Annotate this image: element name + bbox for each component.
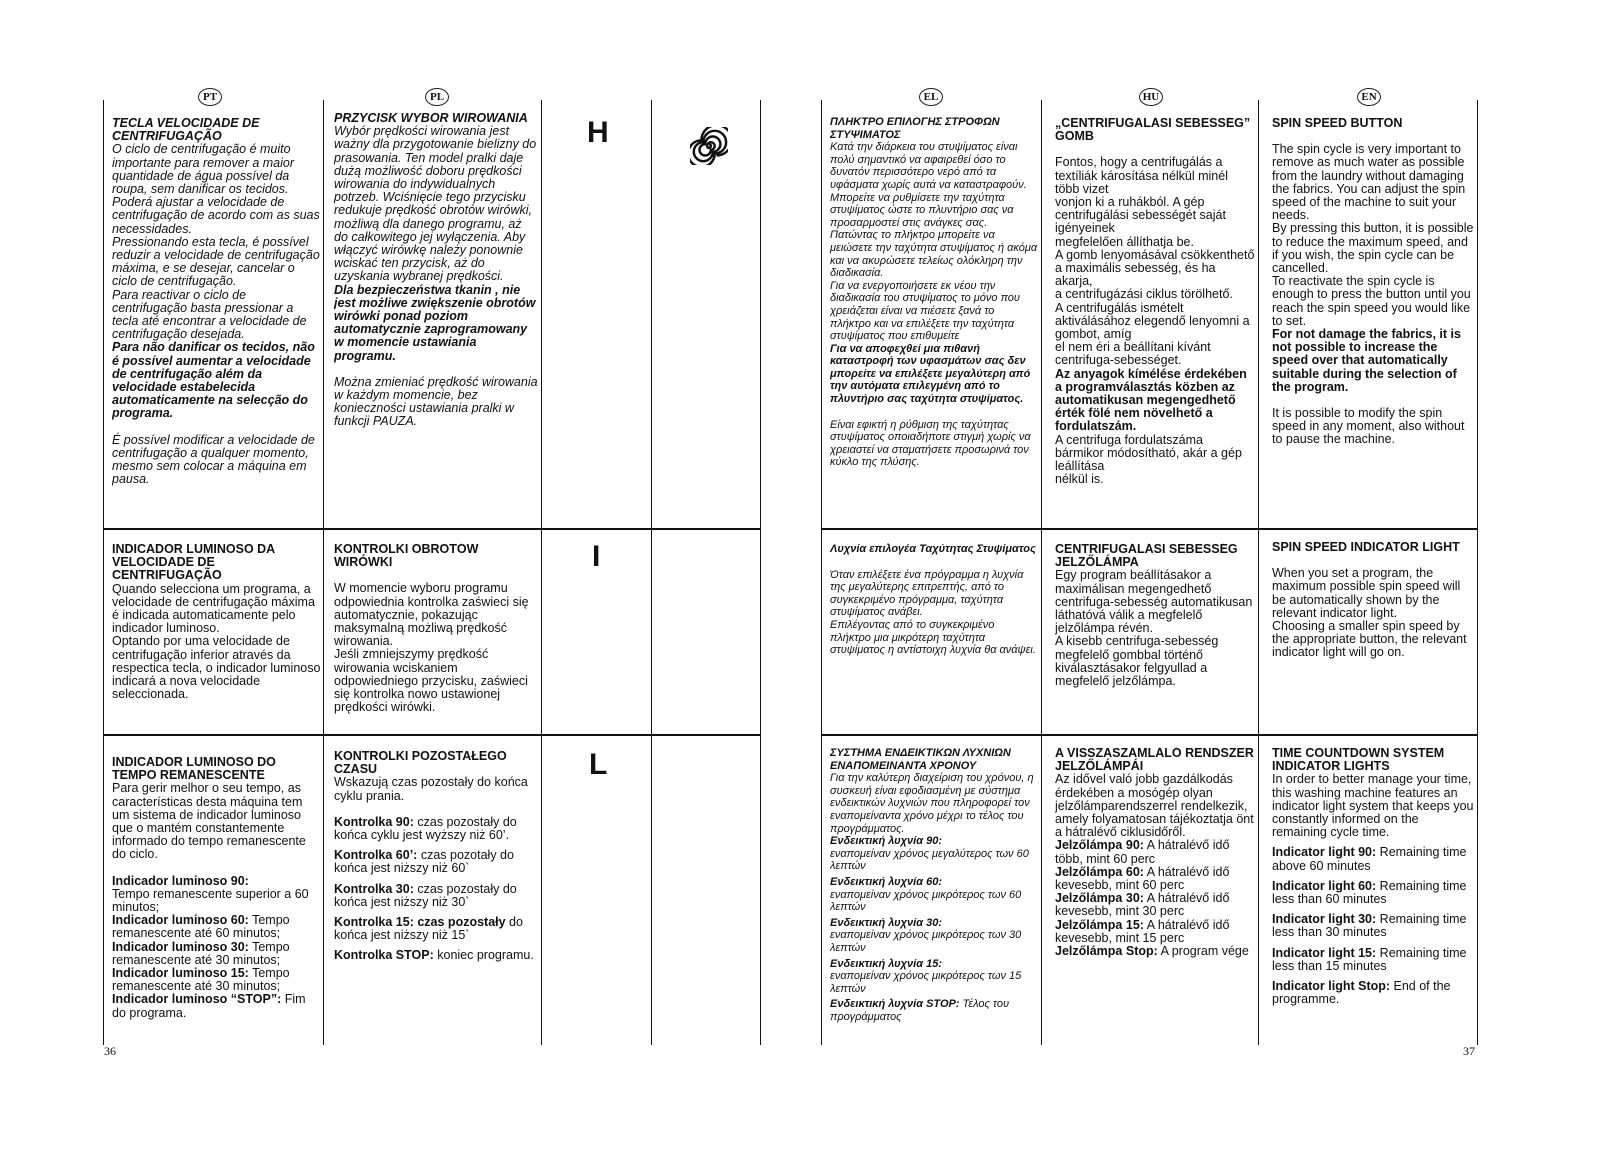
row-divider <box>103 734 761 736</box>
hu-spin-speed-button-section <box>1055 117 1255 525</box>
indicator-item <box>1272 947 1474 973</box>
section-title: KONTROLKI POZOSTAŁEGO CZASU <box>334 750 507 777</box>
section-body: The spin cycle is very important to remove as much water as possible from the laundry without damaging the fabrics. You can adjust the spin speed of the machine to suit your needs. By pressing this button, it is possible to reduce the maximum speed, and if you wish, the spin cycle can be cancelled. To reactivate the spin cycle is enough to press the button until you reach the spin speed you would like to set. <box>1272 142 1474 328</box>
el-time-remaining-section <box>830 747 1038 1057</box>
indicator-label: Indicator light 15: <box>1272 945 1377 960</box>
hu-time-remaining-section <box>1055 747 1255 1037</box>
indicator-text: Remaining time less than 30 minutes <box>1272 912 1467 940</box>
indicator-item <box>334 916 538 942</box>
indicator-text: do końca jest niższy niż 15` <box>334 915 523 943</box>
section-note: Είναι εφικτή η ρύθμιση της ταχύτητας στυψίματος οποιαδήποτε στιγμή χωρίς να χρειαστεί να σταματήσετε προσωρινά τον κύκλο της πλύσης. <box>830 418 1031 469</box>
pt-spin-speed-button-section <box>112 117 322 525</box>
section-body: When you set a program, the maximum possible spin speed will be automatically shown by the relevant indicator light. Choosing a smaller spin speed by the appropriate button, the relevant indicator light will go on. <box>1272 566 1467 660</box>
indicator-label: Indicator light 30: <box>1272 912 1377 927</box>
section-note: Można zmieniać prędkość wirowania w każdym momencie, bez konieczności ustawiania pralki w funkcji PAUZA. <box>334 374 538 429</box>
indicator-item <box>112 941 322 967</box>
section-title: CENTRIFUGÁLÁSI SEBESSÉG JELZŐLÁMPA <box>1055 543 1238 570</box>
row-divider <box>103 528 761 530</box>
section-note: A centrifuga fordulatszáma bármikor módosítható, akár a gép leállítása nélkül is. <box>1055 432 1242 487</box>
indicator-label: Ενδεικτική λυχνία STOP: <box>830 998 960 1011</box>
indicator-item <box>334 816 538 842</box>
indicator-label: Jelzőlámpa 60: <box>1055 864 1144 879</box>
indicator-item <box>1055 919 1255 945</box>
section-note: It is possible to modify the spin speed in any moment, also without to pause the machine. <box>1272 406 1465 447</box>
pl-time-remaining-section <box>334 750 538 1040</box>
indicator-text: A hátralévő idő több, mint 60 perc <box>1055 838 1230 866</box>
indicator-text: εναπομείναν χρόνος μεγαλύτερος των 60 λεπτών <box>830 847 1029 873</box>
column-divider <box>1477 100 1478 1045</box>
indicator-text: A hátralévő idő kevesebb, mint 15 perc <box>1055 917 1230 945</box>
section-title: KONTROLKI OBROTÓW WIRÓWKI <box>334 543 479 570</box>
pl-spin-indicator-section <box>334 543 538 731</box>
indicator-label: Jelzőlámpa Stop: <box>1055 944 1158 959</box>
indicator-item <box>830 958 1038 996</box>
indicator-label: Indicador luminoso 60: <box>112 913 249 928</box>
section-body: O ciclo de centrifugação é muito importante para remover a maior quantidade de água possível da roupa, sem danificar os tecidos. Poderá ajustar a velocidade de centrifugação de acordo com as suas necessidades. Pressionando esta tecla, é possível reduzir a velocidade de centrifugação máxima, e se desejar, cancelar o ciclo de centrifugação. Para reactivar o ciclo de centrifugação basta pressionar a tecla até encontrar a velocidade de centrifugação desejada. <box>112 142 320 342</box>
indicator-label: Indicador luminoso 90: <box>112 873 249 888</box>
indicator-label: Jelzőlámpa 90: <box>1055 838 1144 853</box>
indicator-text: εναπομείναν χρόνος μικρότερος των 30 λεπτών <box>830 929 1022 954</box>
column-divider <box>1041 100 1042 1045</box>
indicator-item <box>1272 980 1474 1006</box>
en-spin-indicator-section <box>1272 541 1474 731</box>
section-warning: Az anyagok kímélése érdekében a programválasztás közben az automatikusan megengedhető érték fölé nem növelhető a fordulatszám. <box>1055 366 1247 434</box>
control-letter-l: L <box>589 748 608 781</box>
section-title: ΣΥΣΤΗΜΑ ΕΝΔΕΙΚΤΙΚΩΝ ΛΥΧΝΙΩΝ ΕΝΑΠΟΜΕΙΝΑΝΤΑ ΧΡΟΝΟΥ <box>830 747 1011 772</box>
indicator-text: End of the programme. <box>1272 979 1451 1007</box>
column-divider <box>323 100 324 1045</box>
language-badge-en: EN <box>1357 88 1381 106</box>
indicator-label: Kontrolka STOP: <box>334 948 434 963</box>
indicator-text: Tempo remanescente até 60 minutos; <box>112 913 290 941</box>
indicator-label: Ενδεικτική λυχνία 90: <box>830 835 942 848</box>
indicator-text: Fim do programa. <box>112 992 306 1020</box>
indicator-item <box>1055 839 1255 865</box>
hu-spin-indicator-section <box>1055 543 1255 731</box>
indicator-label: Ενδεικτική λυχνία 60: <box>830 875 942 888</box>
section-note: É possível modificar a velocidade de centrifugação a qualquer momento, mesmo sem colocar a máquina em pausa. <box>112 432 315 487</box>
section-warning: Για να αποφεχθεί μια πιθανή καταστροφή των υφασμάτων σας δεν μπορείτε να επιλέξετε μεγαλύτερη από την αυτόματα επιλεγμένη από το πλυντήριο σας ταχύτητα στυψίματος. <box>830 342 1031 406</box>
language-badge-el: EL <box>919 88 943 106</box>
page-number: 36 <box>104 1044 116 1058</box>
indicator-item <box>334 849 538 875</box>
indicator-item <box>1055 866 1255 892</box>
page-number: 37 <box>1463 1044 1475 1058</box>
section-title: SPIN SPEED INDICATOR LIGHT <box>1272 541 1460 554</box>
indicator-text: A hátralévő idő kevesebb, mint 30 perc <box>1055 891 1230 919</box>
column-divider <box>760 100 761 1045</box>
indicator-text: A hátralévő idő kevesebb, mint 60 perc <box>1055 864 1230 893</box>
indicator-label: Kontrolka 30: <box>334 881 414 896</box>
column-divider <box>651 100 652 1045</box>
control-letter-i: I <box>592 540 601 573</box>
section-body: Όταν επιλέξετε ένα πρόγραμμα η λυχνία της μεγαλύτερης επιτρεπτής, από το συγκεκριμένο πρόγραμμα, ταχύτητα στυψίματος ανάβει. Επιλέγοντας από το συγκεκριμένο πλήκτρο μια μικρότερη ταχύτητα στυψίματος η αντίστοιχη λυχνία θα ανάψει. <box>830 568 1036 657</box>
pt-time-remaining-section <box>112 756 322 1046</box>
row-divider <box>821 734 1478 736</box>
indicator-item <box>830 917 1038 955</box>
section-body: In order to better manage your time, this washing machine features an indicator light system that keeps you constantly informed on the remaining cycle time. <box>1272 772 1474 840</box>
section-title: ΠΛΗΚΤΡΟ ΕΠΙΛΟΓΗΣ ΣΤΡΟΦΩΝ ΣΤΥΨΙΜΑΤΟΣ <box>830 116 1000 141</box>
indicator-text: Tempo remanescente até 30 minutos; <box>112 939 290 967</box>
indicator-item <box>334 949 538 962</box>
indicator-label: Indicador luminoso “STOP”: <box>112 992 282 1007</box>
indicator-text: εναπομείναν χρόνος μικρότερος των 60 λεπτών <box>830 888 1022 914</box>
indicator-text: Tempo remanescente até 30 minutos; <box>112 966 290 994</box>
indicator-label: Indicador luminoso 15: <box>112 966 249 981</box>
indicator-item <box>112 967 322 993</box>
section-body: Wskazują czas pozostały do końca cyklu prania. <box>334 775 528 803</box>
indicator-label: Ενδεικτική λυχνία 30: <box>830 916 942 929</box>
indicator-item <box>830 835 1038 873</box>
right-page <box>800 0 1600 1168</box>
indicator-text: koniec programu. <box>433 948 534 963</box>
column-divider <box>821 100 822 1045</box>
row-divider <box>821 528 1478 530</box>
indicator-item <box>1272 913 1474 939</box>
indicator-text: Τέλος του προγράμματος <box>830 998 1010 1023</box>
language-badge-hu: HU <box>1139 88 1163 106</box>
section-title: TIME COUNTDOWN SYSTEM INDICATOR LIGHTS <box>1272 747 1445 774</box>
indicator-text: Remaining time less than 60 minutes <box>1272 878 1467 907</box>
section-body: Wybór prędkości wirowania jest ważny dla przygotowanie bielizny do prasowania. Ten model pralki daje dużą możliwość doboru prędkości wirowania do indywidualnych potrzeb. Wciśnięcie tego przycisku redukuje prędkość obrotów wirówki, możliwą dla danego programu, aż do całkowitego jej wyłączenia. Aby włączyć wirówkę należy ponownie wciskać ten przycisk, aż do uzyskania wybranej prędkości. <box>334 124 537 284</box>
indicator-item <box>830 998 1038 1023</box>
indicator-label: Indicator light 60: <box>1272 878 1377 893</box>
section-title: TECLA VELOCIDADE DE CENTRIFUGAÇÃO <box>112 117 260 144</box>
section-body: Fontos, hogy a centrifugálás a textíliák károsítása nélkül minél több vizet vonjon ki a ruhákból. A gép centrifugálási sebességét saját igényeinek megfelelően állíthatja be. A gomb lenyomásával csökkenthető a maximális sebesség, és ha akarja, a centrifugázási ciklus törölhető. A centrifugálás ismételt aktiválásához elegendő lenyomni a gombot, amíg el nem éri a beállítani kívánt centrifuga-sebességet. <box>1055 155 1255 368</box>
section-title: INDICADOR LUMINOSO DO TEMPO REMANESCENTE <box>112 756 276 783</box>
section-warning: Dla bezpieczeństwa tkanin , nie jest możliwe zwiększenie obrotów wirówki ponad poziom automatycznie zaprogramowany w momencie ustawiania programu. <box>334 282 536 363</box>
indicator-item <box>112 993 322 1019</box>
indicator-text: czas pozostały do końca cyklu jest wyższy niż 60’. <box>334 814 517 843</box>
section-body: Quando selecciona um programa, a velocidade de centrifugação máxima é indicada automaticamente pelo indicador luminoso. Optando por uma velocidade de centrifugação inferior através da respectica tecla, o indicador luminoso indicará a nova velocidade seleccionada. <box>112 581 321 702</box>
indicator-label: Indicator light 90: <box>1272 845 1377 860</box>
section-title: PRZYCISK WYBÓR WIROWANIA <box>334 112 528 125</box>
indicator-item <box>112 914 322 940</box>
indicator-item <box>1272 880 1474 906</box>
indicator-label: Kontrolka 90: <box>334 814 414 829</box>
indicator-item <box>112 875 322 915</box>
el-spin-speed-button-section <box>830 116 1038 524</box>
section-body: Κατά την διάρκεια του στυψίματος είναι πολύ σημαντικό να αφαιρεθεί όσο το δυνατόν περισσότερο νερό από τα υφάσματα χωρίς αυτά να καταστραφούν. Μπορείτε να ρυθμίσετε την ταχύτητα στυψίματος ώστε το πλυντήριο σας να προσαρμοστεί στις ανάγκες σας. Πατώντας το πλήκτρο μπορείτε να μειώσετε την ταχύτητα στυψίματος ή ακόμα και να ακυρώσετε τελείως ολόκληρη την διαδικασία. Για να ενεργοποιήσετε εκ νέου την διαδικασία του στυψίματος το μόνο που χρειάζεται είναι να πιέσετε ξανά το πλήκτρο και να επιλέξετε την ταχύτητα στυψίματος που επιθυμείτε <box>830 141 1038 343</box>
section-title: Λυχνία επιλογέα Ταχύτητας Στυψίματος <box>830 543 1036 555</box>
indicator-item <box>1055 945 1255 958</box>
section-warning: For not damage the fabrics, it is not possible to increase the speed over that automatically suitable during the selection of the program. <box>1272 327 1461 394</box>
pt-spin-indicator-section <box>112 543 322 731</box>
indicator-label: Jelzőlámpa 15: <box>1055 917 1144 932</box>
section-title: INDICADOR LUMINOSO DA VELOCIDADE DE CENTRIFUGAÇÃO <box>112 543 275 583</box>
indicator-label: Indicator light Stop: <box>1272 979 1391 994</box>
indicator-text: Remaining time less than 15 minutes <box>1272 945 1467 973</box>
indicator-text: Remaining time above 60 minutes <box>1272 845 1467 873</box>
indicator-text: czas pozotały do końca jest niższy niż 60` <box>334 848 514 876</box>
el-spin-indicator-section <box>830 543 1038 731</box>
section-warning: Para não danificar os tecidos, não é possível aumentar a velocidade de centrifugação além da velocidade estabelecida automaticamente na selecção do programa. <box>112 340 315 421</box>
indicator-label: Indicador luminoso 30: <box>112 939 249 954</box>
section-title: SPIN SPEED BUTTON <box>1272 117 1403 130</box>
spin-spiral-icon <box>690 127 728 165</box>
section-body: Az idővel való jobb gazdálkodás érdekében a mosógép olyan jelzőlámparendszerrel rendelkezik, amely folyamatosan tájékoztatja önt a hátralévő ciklusidőről. <box>1055 772 1254 840</box>
language-badge-pl: PL <box>425 88 449 106</box>
indicator-item <box>1055 892 1255 918</box>
indicator-text: Tempo remanescente superior a 60 minutos; <box>112 886 309 915</box>
column-divider <box>1258 100 1259 1045</box>
indicator-label: Jelzőlámpa 30: <box>1055 891 1144 906</box>
section-body: Para gerir melhor o seu tempo, as características desta máquina tem um sistema de indicador luminoso que o mantém constantemente informado do tempo remanescente do ciclo. <box>112 781 306 862</box>
language-badge-pt: PT <box>198 88 222 106</box>
indicator-item <box>1272 846 1474 872</box>
pl-spin-speed-button-section <box>334 112 538 522</box>
indicator-text: εναπομείναν χρόνος μικρότερος των 15 λεπτών <box>830 970 1022 995</box>
indicator-item <box>830 876 1038 914</box>
indicator-text: czas pozostały do końca jest niższy niż 30` <box>334 881 517 909</box>
column-divider <box>103 100 104 1045</box>
section-title: A VISSZASZÁMLÁLÓ RENDSZER JELZŐLÁMPÁI <box>1055 747 1254 774</box>
indicator-label: Kontrolka 60’: <box>334 848 418 863</box>
section-body: Egy program beállításakor a maximálisan megengedhető centrifuga-sebesség automatikusan láthatóvá válik a megfelelő jelzőlámpa révén. A kisebb centrifuga-sebesség megfelelő gombbal történő kiválasztásakor felgyullad a megfelelő jelzőlámpa. <box>1055 568 1253 689</box>
section-body: Για την καλύτερη διαχείριση του χρόνου, η συσκευή είναι εφοδιασμένη με σύστημα ενδεικτικών λυχνιών που πληροφορεί τον εναπομείναντα χρόνο μέχρι το τέλος του προγράμματος. <box>830 772 1034 835</box>
en-time-remaining-section <box>1272 747 1474 1037</box>
section-title: „CENTRIFUGÁLÁSI SEBESSÉG” GOMB <box>1055 117 1251 144</box>
section-body: W momencie wyboru programu odpowiednia kontrolka zaświeci się automatycznie, pokazując maksymalną możliwą prędkość wirowania. Jeśli zmniejszymy prędkość wirowania wciskaniem odpowiedniego przycisku, zaświeci się kontrolka nowo ustawionej prędkości wirówki. <box>334 581 529 715</box>
indicator-label: Kontrolka 15: czas pozostały <box>334 915 506 930</box>
indicator-item <box>334 883 538 909</box>
indicator-label: Ενδεικτική λυχνία 15: <box>830 957 942 970</box>
en-spin-speed-button-section <box>1272 117 1474 525</box>
indicator-text: A program vége <box>1157 944 1249 959</box>
control-letter-h: H <box>587 116 609 149</box>
column-divider <box>541 100 542 1045</box>
